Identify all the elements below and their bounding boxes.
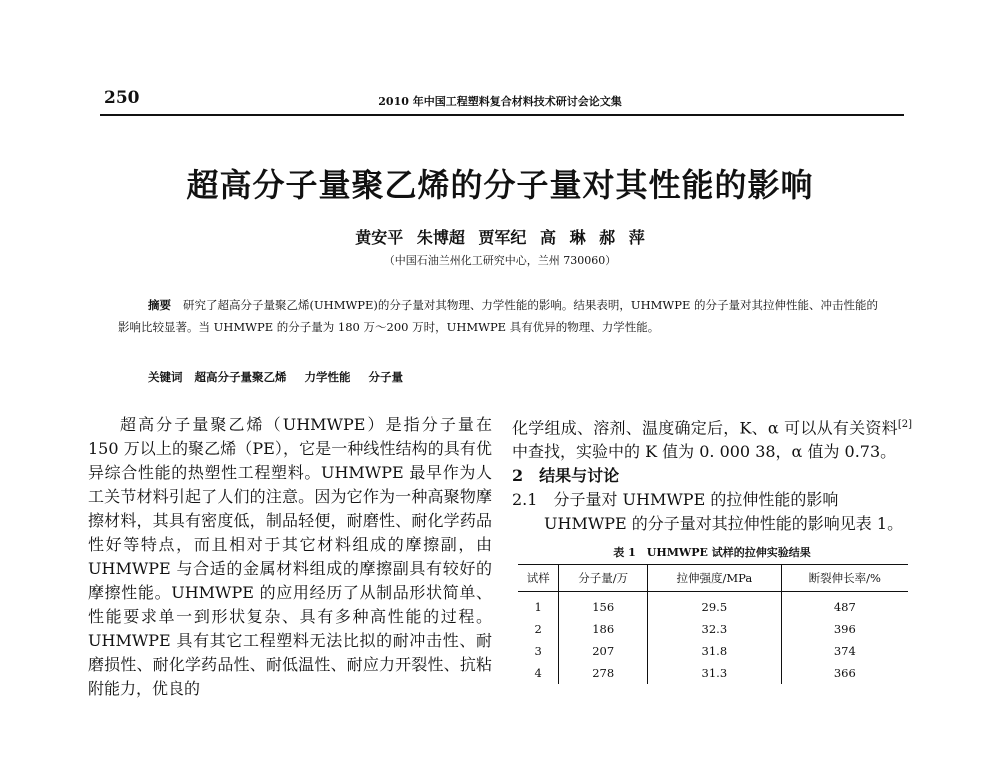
affiliation: （中国石油兰州化工研究中心，兰州 730060） [383,254,617,267]
section-heading: 2 结果与讨论 [512,466,620,486]
subsection-text: UHMWPE 的分子量对其拉伸性能的影响见表 1。 [544,514,904,534]
keywords-values: 超高分子量聚乙烯 力学性能 分子量 [194,370,404,384]
abstract-label: 摘要 [148,298,171,312]
table-header-cell: 试样 [518,565,559,592]
running-header: 2010 年中国工程塑料复合材料技术研讨会论文集 [378,95,622,108]
table-header-cell: 分子量/万 [559,565,648,592]
table-cell: 186 [559,618,648,640]
table-cell: 32.3 [648,618,782,640]
table-cell: 156 [559,592,648,619]
table-header-row [518,565,908,592]
table-row [518,662,908,684]
paper-title: 超高分子量聚乙烯的分子量对其性能的影响 [186,166,814,204]
table-header-cell: 断裂伸长率/% [781,565,908,592]
paragraph-text-b: 中查找，实验中的 K 值为 0. 000 38，α 值为 0.73。 [512,442,897,462]
right-column-paragraph [512,413,912,464]
table-cell: 2 [534,622,542,637]
left-column-text: 超高分子量聚乙烯（UHMWPE）是指分子量在 150 万以上的聚乙烯（PE），它是一种线性结构的具有优异综合性能的热塑性工程塑料。UHMWPE 最早作为人工关节材料引起了人们的注意。因为它作为一种高聚物摩擦材料，其具有密度低，制品轻便，耐磨性、耐化学药品性好等特点，而且相对于其它材料组成的摩擦副，由 UHMWPE 与合适的金属材料组成的摩擦副具有较好的摩擦性能。UHMWPE 的应用经历了从制品形状简单、性能要求单一到形状复杂、具有多种高性能的过程。UHMWPE 具有其它工程塑料无法比拟的耐冲击性、耐磨损性、耐化学药品性、耐低温性、耐应力开裂性、抗粘附能力，优良的 [88,415,492,698]
header-rule [100,114,904,116]
table-cell: 366 [781,662,908,684]
table-cell: 31.3 [648,662,782,684]
abstract-text: 研究了超高分子量聚乙烯(UHMWPE)的分子量对其物理、力学性能的影响。结果表明，UHMWPE 的分子量对其拉伸性能、冲击性能的影响比较显著。当 UHMWPE 的分子量为 180 万～200 万时，UHMWPE 具有优异的物理、力学性能。 [118,298,879,334]
authors: 黄安平 朱博超 贾军纪 高 琳 郝 萍 [355,228,645,247]
table-cell: 207 [559,640,648,662]
table-cell: 1 [534,600,542,615]
results-table [518,564,908,684]
table-cell: 278 [559,662,648,684]
right-column [512,413,912,684]
keywords [148,369,888,385]
table-header-cell: 拉伸强度/MPa [648,565,782,592]
table-cell: 29.5 [648,592,782,619]
paragraph-text-a: 化学组成、溶剂、温度确定后，K、α 可以从有关资料 [512,418,898,438]
subsection-heading: 2.1 分子量对 UHMWPE 的拉伸性能的影响 [512,490,839,510]
reference-marker: [2] [897,419,912,430]
keywords-label: 关键词 [148,370,183,384]
table-cell: 4 [534,666,542,681]
table-caption: 表 1 UHMWPE 试样的拉伸实验结果 [613,546,811,560]
table-row [518,640,908,662]
table-cell: 487 [781,592,908,619]
table-row [518,592,908,619]
abstract [118,294,884,338]
table-cell: 31.8 [648,640,782,662]
table-row [518,618,908,640]
table-cell: 374 [781,640,908,662]
page-number: 250 [104,88,140,108]
table-cell: 3 [534,644,542,659]
table-cell: 396 [781,618,908,640]
